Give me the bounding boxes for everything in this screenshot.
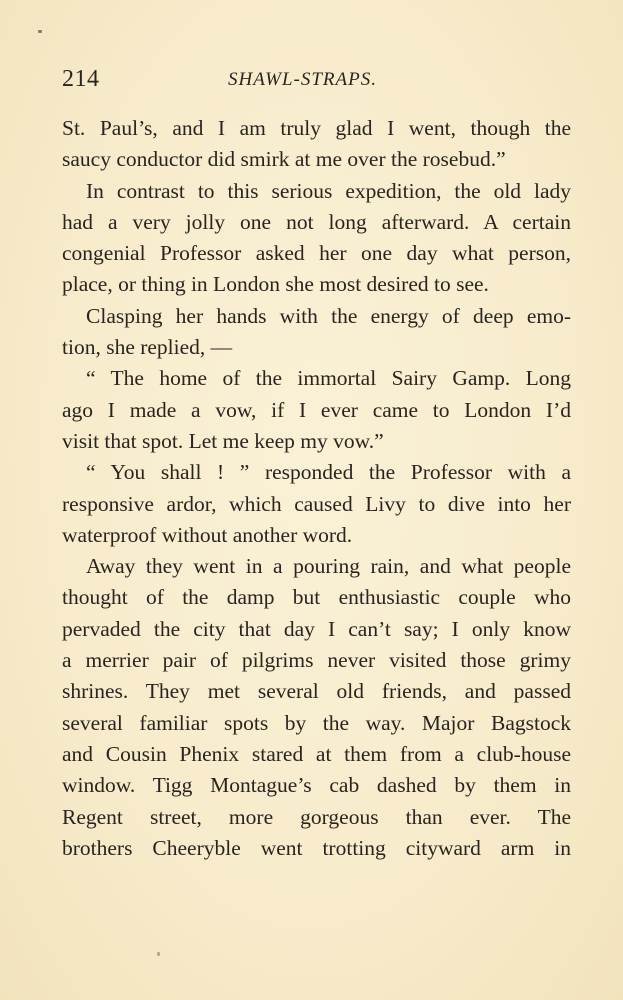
- text-line: place, or thing in London she most desired to see.: [62, 272, 489, 297]
- text-line: In contrast to this serious expedition, the old lady: [86, 178, 571, 203]
- text-line: and Cousin Phenix stared at them from a club-house: [62, 741, 571, 766]
- text-line: tion, she replied, —: [62, 335, 233, 360]
- running-head: SHAWL-STRAPS.: [228, 69, 377, 90]
- text-line: a merrier pair of pilgrims never visited those grimy: [62, 648, 571, 673]
- text-line: Clasping her hands with the energy of deep emo-: [86, 303, 571, 328]
- body-text: [62, 113, 571, 864]
- text-line: pervaded the city that day I can’t say; I only know: [62, 616, 571, 641]
- text-line: Regent street, more gorgeous than ever. The: [62, 804, 571, 829]
- bottom-speck: [157, 952, 160, 956]
- text-line: several familiar spots by the way. Major Bagstock: [62, 710, 571, 735]
- text-line: “ You shall ! ” responded the Professor with a: [86, 460, 571, 485]
- text-line: had a very jolly one not long afterward. A certain: [62, 209, 571, 234]
- text-line: shrines. They met several old friends, and passed: [62, 679, 571, 704]
- text-line: responsive ardor, which caused Livy to dive into her: [62, 491, 571, 516]
- text-line: visit that spot. Let me keep my vow.”: [62, 428, 384, 453]
- text-line: St. Paul’s, and I am truly glad I went, though the: [62, 116, 571, 140]
- page-header: [62, 66, 571, 96]
- text-line: saucy conductor did smirk at me over the rosebud.”: [62, 147, 506, 172]
- text-line: thought of the damp but enthusiastic couple who: [62, 585, 571, 610]
- text-line: ago I made a vow, if I ever came to London I’d: [62, 397, 571, 422]
- text-line: waterproof without another word.: [62, 522, 353, 547]
- text-line: window. Tigg Montague’s cab dashed by them in: [62, 773, 571, 798]
- page-number: 214: [62, 66, 100, 92]
- text-line: brothers Cheeryble went trotting cityward arm in: [62, 835, 571, 860]
- margin-speck: [38, 30, 42, 33]
- text-line: Away they went in a pouring rain, and what people: [86, 554, 571, 579]
- text-line: congenial Professor asked her one day what person,: [62, 241, 571, 266]
- text-line: “ The home of the immortal Sairy Gamp. Long: [86, 366, 571, 391]
